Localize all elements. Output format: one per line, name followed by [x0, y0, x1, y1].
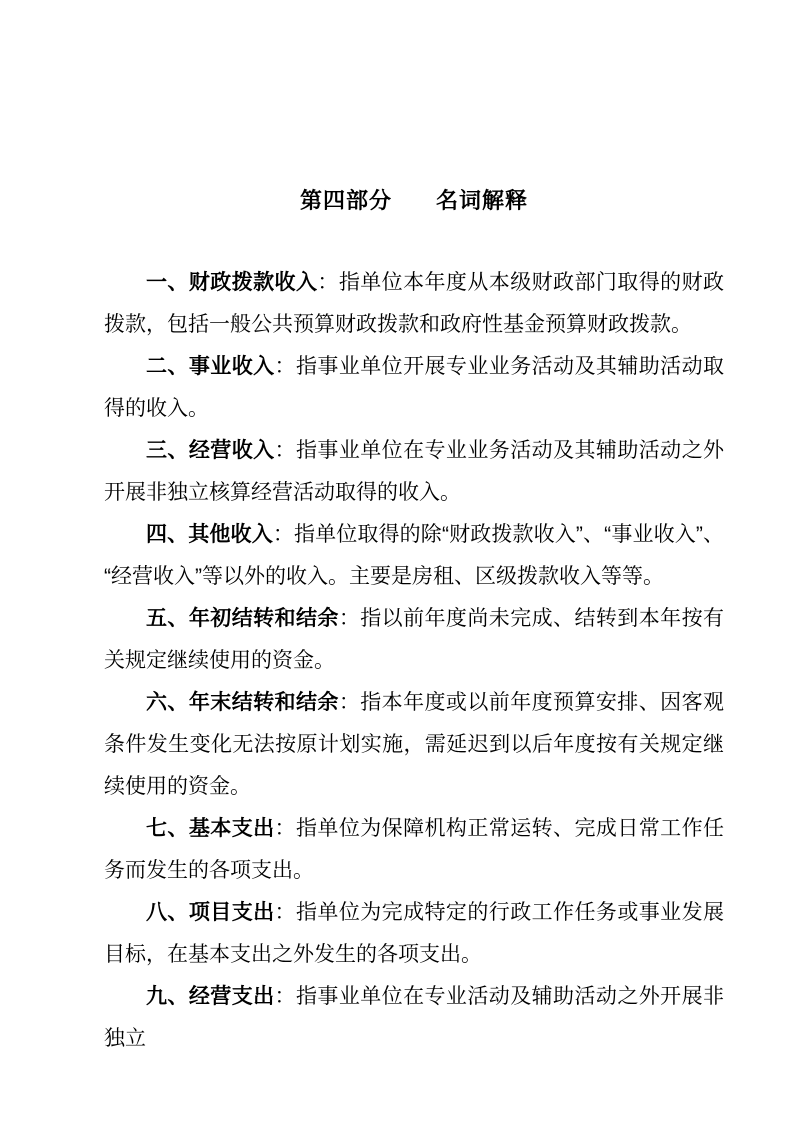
term-name: 九、经营支出: [146, 985, 275, 1008]
term-definition: ：指事业单位在专业活动及辅助活动之外开展非独立: [104, 985, 725, 1050]
glossary-body: [104, 262, 724, 1060]
title-section-name: 名词解释: [436, 188, 529, 213]
term-paragraph-8: [104, 892, 724, 976]
term-paragraph-2: [104, 346, 724, 430]
term-name: 六、年末结转和结余: [146, 691, 339, 714]
term-paragraph-4: [104, 514, 724, 598]
term-name: 一、财政拨款收入: [146, 271, 318, 294]
term-definition: ：指事业单位在专业业务活动及其辅助活动之外开展非独立核算经营活动取得的收入。: [104, 439, 725, 504]
term-paragraph-6: [104, 682, 724, 808]
term-definition: ：指单位取得的除“财政拨款收入”、“事业收入”、“经营收入”等以外的收入。主要是房租、区级拨款收入等等。: [104, 523, 724, 588]
term-name: 八、项目支出: [146, 901, 275, 924]
term-definition: ：指事业单位开展专业业务活动及其辅助活动取得的收入。: [104, 355, 725, 420]
term-name: 三、经营收入: [146, 439, 275, 462]
term-name: 四、其他收入: [146, 523, 273, 546]
term-name: 二、事业收入: [146, 355, 275, 378]
term-name: 五、年初结转和结余: [146, 607, 339, 630]
term-definition: ：指单位本年度从本级财政部门取得的财政拨款，包括一般公共预算财政拨款和政府性基金预算财政拨款。: [104, 271, 725, 336]
title-part-number: 第四部分: [299, 188, 392, 213]
term-paragraph-9: [104, 976, 724, 1060]
term-paragraph-7: [104, 808, 724, 892]
term-definition: ：指单位为完成特定的行政工作任务或事业发展目标，在基本支出之外发生的各项支出。: [104, 901, 725, 966]
term-definition: ：指单位为保障机构正常运转、完成日常工作任务而发生的各项支出。: [104, 817, 725, 882]
term-paragraph-1: [104, 262, 724, 346]
page-title: [104, 180, 724, 222]
term-paragraph-5: [104, 598, 724, 682]
term-paragraph-3: [104, 430, 724, 514]
term-definition: ：指以前年度尚未完成、结转到本年按有关规定继续使用的资金。: [104, 607, 725, 672]
term-name: 七、基本支出: [146, 817, 275, 840]
term-definition: ：指本年度或以前年度预算安排、因客观条件发生变化无法按原计划实施，需延迟到以后年度按有关规定继续使用的资金。: [104, 691, 725, 798]
